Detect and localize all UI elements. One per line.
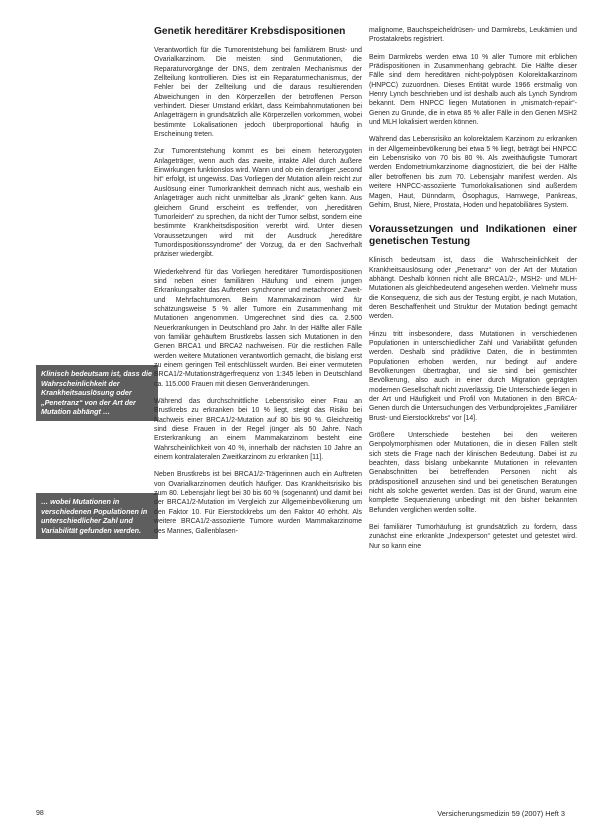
paragraph: Größere Unterschiede bestehen bei den weiteren Genpolymorphismen oder Mutationen, die in diesen Fällen stellt sich stets die Frage nach der klinischen Bedeutung. Dabei ist zu beachten, dass bislang unbekannte Mutationen in relevanten Genabschnitten bei betreffenden Personen nicht als prädispositionell anzusehen sind und bei genetischen Beratungen nicht als solche gewertet werden. Das ist der Grund, warum eine komplette Sequenzierung unbedingt mit den bisher bekannten Befunden verglichen werden sollte. [369, 432, 577, 514]
paragraph: Beim Darmkrebs werden etwa 10 % aller Tumore mit erblichen Prädispositionen in Zusammenhang gebracht. Die Hälfte dieser Fälle sind dem hereditären nicht-polypösen Kolorektalkarzinom (HNPCC) zuzuordnen. Dieses Entität wurde 1966 erstmalig von Henry Lynch beschrieben und ist deshalb auch als Lynch Syndrom bekannt. Dem HNPCC liegen Mutationen in „mismatch-repair“-Genen zu Grunde, die in etwa 85 % aller Fälle in den Genen MSH2 und MLH lokalisiert werden können. [369, 53, 577, 127]
paragraph: Neben Brustkrebs ist bei BRCA1/2-Trägerinnen auch ein Auftreten von Ovarialkarzinomen deutlich häufiger. Das Krankheitsrisiko bis zum 80. Lebensjahr liegt bei 30 bis 60 % (sogenannt) und damit bei der BRCA1/2-Mutation im Vergleich zur Allgemeinbevölkerung um den Faktor 10. Für Eierstockkrebs um den Faktor 40 erhöht. Als weitere BRCA1/2-assoziierte Tumore wurden Mammakarzinome des Mannes, Gallenblasen- [154, 471, 362, 535]
text-column-left [154, 26, 362, 544]
paragraph: malignome, Bauchspeicheldrüsen- und Darmkrebs, Leukämien und Prostatakrebs registriert. [369, 27, 577, 44]
pull-quote-penetranz: Klinisch bedeutsam ist, dass die Wahrscheinlichkeit der Krankheitsauslösung oder „Penetranz“ von der Art der Mutation abhängt … [36, 365, 158, 421]
paragraph: Während das durchschnittliche Lebensrisiko einer Frau an Brustkrebs zu erkranken bei 10 % liegt, steigt das Risiko bei Nachweis einer BRCA1/2-Mutation auf 80 bis 90 %. Gleichzeitig sind diese Frauen in der Regel jünger als 50 Jahre. Nach Ersterkrankung an einem Mammakarzinom besteht eine Wahrscheinlichkeit von 40 %, innerhalb der nächsten 10 Jahre an einem kontralateralen Zweitkarzinom zu erkranken [11]. [154, 398, 362, 462]
section-heading-voraussetzungen: Voraussetzungen und Indikationen einer genetischen Testung [369, 224, 577, 248]
paragraph: Während das Lebensrisiko an kolorektalem Karzinom zu erkranken in der Allgemeinbevölkerung bei etwa 5 % liegt, beträgt bei HNPCC ein Lebensrisiko von 70 bis 80 %. Als zweithäufigste Tumorart werden Endometriumkarzinome diagnostiziert, die bei der Hälfte aller betroffenen bis zum 70. Lebensjahr manifest werden. Als weitere HNPCC-assoziierte Tumorlokalisationen sind außerdem Magen, Haut, Dünndarm, Ösophagus, Harnwege, Pankreas, Gehirn, Brust, Niere, Prostata, Hoden und hepatobiliäres System. [369, 136, 577, 209]
paragraph: Verantwortlich für die Tumorentstehung bei familiärem Brust- und Ovarialkarzinom. Die meisten sind Genmutationen, die Reparaturvorgänge der DNS, dem zentralen Mechanismus der Zellteilung kontrollieren. Dies ist ein Reparaturmechanismus, der Fehler bei der Zellteilung und die daraus resultierenden Abweichungen in den Körperzellen der betroffenen Person verhindert. Dieser Umstand erklärt, dass Keimbahnmutationen bei Anlageträgern in grundsätzlich alle Körperzellen vorkommen, wobei bestimmte Lokalisationen jedoch überproportional häufig in Erscheinung treten. [154, 47, 362, 139]
journal-reference: Versicherungsmedizin 59 (2007) Heft 3 [437, 809, 565, 818]
text-column-right [369, 26, 577, 559]
paragraph: Wiederkehrend für das Vorliegen hereditärer Tumordispositionen sind neben einer familiären Häufung und einem jungen Erkrankungsalter das Auftreten synchroner und metachroner Zweit- und Mehrfachtumoren. Beim Mammakarzinom wird für schätzungsweise 5 % aller Tumore ein Zusammenhang mit Mutationen angenommen. Umgerechnet sind dies ca. 2.500 Neuerkrankungen in Deutschland pro Jahr. In der Hälfte aller Fälle von familiär gehäuftem Brustkrebs lassen sich Mutationen in den Genen BRCA1 und BRCA2 nachweisen. Für die restlichen Fälle werden weitere Mutationen verantwortlich gemacht, die bislang erst zu einem geringen Teil entschlüsselt wurden. Bei einer vermuteten BRCA1/2-Mutationsträgerfrequenz von 1:345 leben in Deutschland ca. 115.000 Frauen mit diesen Genveränderungen. [154, 268, 362, 388]
paragraph: Bei familiärer Tumorhäufung ist grundsätzlich zu fordern, dass zunächst eine erkrankte „Indexperson“ getestet und getestet wird. Nur so kann eine [369, 524, 577, 550]
paragraph: Hinzu tritt insbesondere, dass Mutationen in verschiedenen Populationen in unterschiedlicher Zahl und Variabilität gefunden werden. Deshalb sind prädiktive Daten, die in bestimmten Populationen erhoben werden, nur bedingt auf andere Bevölkerungen übertragbar, und sie sind bei gemischter Bevölkerung, also auch in einer durch Migration geprägten modernen Gesellschaft nicht zuverlässig. Die Unterschiede liegen in der Art und Häufigkeit und Profil von Mutationen in den BRCA-Genen durch die Untersuchungen des Verbundprojektes „Familiärer Brust- und Eierstockkrebs“ vor [14]. [369, 330, 577, 422]
pull-quote-populationen: … wobei Mutationen in verschiedenen Populationen in unterschiedlicher Zahl und Variabilität gefunden werden. [36, 493, 158, 539]
page-number: 98 [36, 810, 44, 817]
paragraph: Zur Tumorentstehung kommt es bei einem heterozygoten Anlageträger, wenn auch das zweite, intakte Allel durch äußere Einwirkungen funktionslos wird. Wann und ob ein derartiger „second hit“ erfolgt, ist ungewiss. Das Vorliegen der Mutation allein reicht zur Auslösung einer Tumorkrankheit demnach nicht aus, weshalb ein Anlageträger auch nicht unmittelbar als „krank“ gelten kann. Aus gleichem Grund erscheint es treffender, von „hereditären Tumorleiden“ zu sprechen, da nicht der Tumor selbst, sondern eine bestimmte Krankheitsdisposition vererbt wird. Unter diesen Voraussetzungen wird mit der Ausdruck „hereditäre Tumordispositionssyndrome“ der Vorzug, da er den Sachverhalt präziser wiedergibt. [154, 148, 362, 259]
section-heading-genetik: Genetik hereditärer Krebsdispositionen [154, 26, 346, 37]
paragraph: Klinisch bedeutsam ist, dass die Wahrscheinlichkeit der Krankheitsauslösung oder „Penetranz“ von der Art der Mutation abhängt. Deshalb können nicht alle BRCA1/2-, MSH2- und MLH-Mutationen als gleichbedeutend angesehen werden. Vielmehr muss die Konsequenz, die sich aus der Testung ergibt, je nach Mutation, deren Beschaffenheit und Struktur der Mutation bedingt gemacht werden. [369, 257, 577, 321]
